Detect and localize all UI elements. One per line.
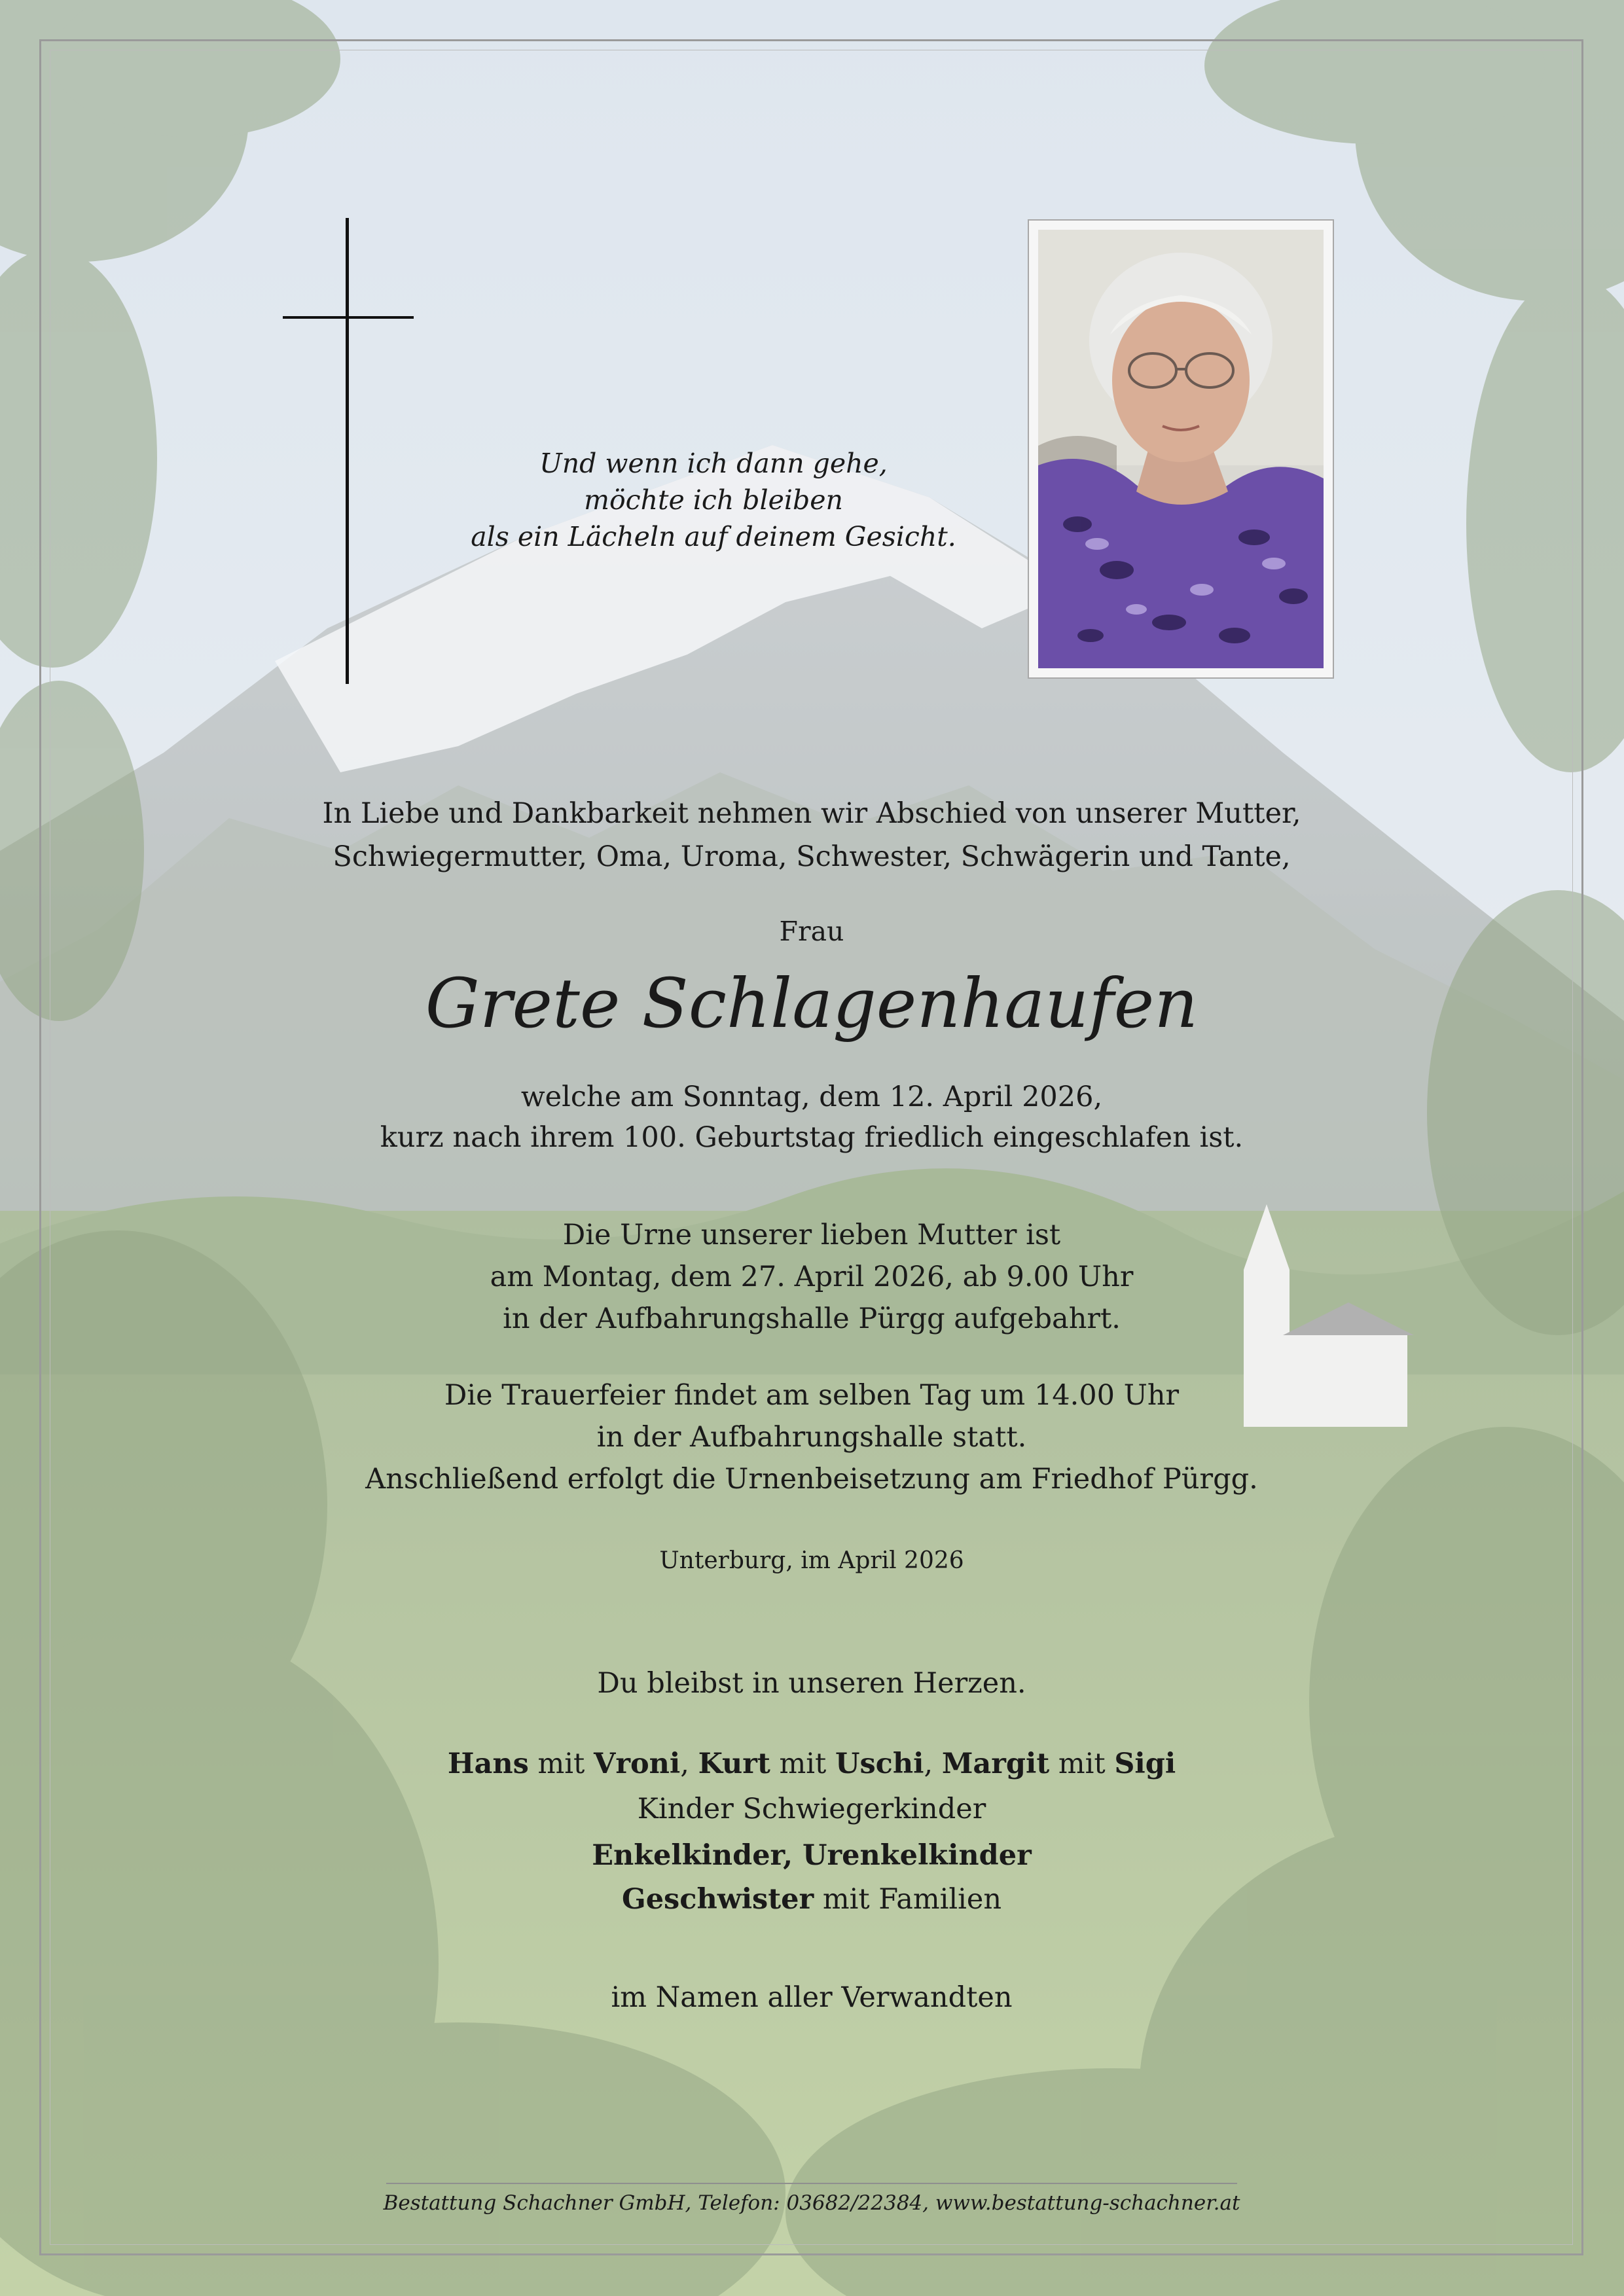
siblings (157, 1880, 1466, 1919)
urn-line: in der Aufbahrungshalle Pürgg aufgebahrt. (503, 1302, 1121, 1335)
portrait-photo (1038, 230, 1324, 668)
urn-viewing-notice (157, 1214, 1466, 1340)
funeral-home-footer: Bestattung Schachner GmbH, Telefon: 03682/22384, www.bestattung-schachner.at (383, 2191, 1240, 2215)
farewell-line: Du bleibst in unseren Herzen. (597, 1667, 1026, 1700)
quote-line: Und wenn ich dann gehe, (539, 448, 888, 479)
cross-icon-vertical (346, 218, 349, 684)
quote-line: als ein Lächeln auf deinem Gesicht. (471, 521, 956, 552)
separator: , (680, 1748, 689, 1780)
partner-name: Vroni (593, 1748, 681, 1780)
partner-name: Sigi (1114, 1748, 1176, 1780)
ceremony-line: Anschließend erfolgt die Urnenbeisetzung am Friedhof Pürgg. (365, 1463, 1258, 1496)
urn-line: am Montag, dem 27. April 2026, ab 9.00 Uhr (490, 1261, 1134, 1293)
child-name: Kurt (698, 1748, 770, 1780)
cross-icon-horizontal (283, 316, 414, 319)
with-word: mit (1058, 1748, 1106, 1780)
death-line: welche am Sonntag, dem 12. April 2026, (520, 1081, 1103, 1113)
quote-line: möchte ich bleiben (584, 484, 843, 516)
child-name: Margit (941, 1748, 1050, 1780)
intro-line: Schwiegermutter, Oma, Uroma, Schwester, Schwägerin und Tante, (333, 840, 1291, 873)
place-date: Unterburg, im April 2026 (659, 1547, 964, 1574)
ceremony-notice (157, 1374, 1466, 1500)
children-caption: Kinder Schwiegerkinder (637, 1793, 986, 1825)
grandchildren (157, 1836, 1466, 1875)
separator: , (924, 1748, 933, 1780)
ceremony-line: in der Aufbahrungshalle statt. (596, 1421, 1027, 1454)
with-word: mit (779, 1748, 827, 1780)
death-notice (157, 1077, 1466, 1158)
intro-text (157, 792, 1466, 878)
children-names (157, 1744, 1466, 1784)
grandchildren-label: Enkelkinder, Urenkelkinder (592, 1839, 1032, 1872)
death-line: kurz nach ihrem 100. Geburtstag friedlich eingeschlafen ist. (380, 1121, 1244, 1154)
partner-name: Uschi (835, 1748, 924, 1780)
footer-divider (386, 2183, 1237, 2184)
portrait-frame (1028, 219, 1334, 679)
memorial-quote (419, 445, 1008, 555)
ceremony-line: Die Trauerfeier findet am selben Tag um 14.00 Uhr (444, 1379, 1180, 1412)
with-word: mit (537, 1748, 585, 1780)
siblings-suffix: mit Familien (822, 1883, 1002, 1916)
child-name: Hans (447, 1748, 529, 1780)
deceased-name: Grete Schlagenhaufen (425, 963, 1199, 1043)
intro-line: In Liebe und Dankbarkeit nehmen wir Abschied von unserer Mutter, (322, 797, 1301, 830)
siblings-label: Geschwister (621, 1883, 814, 1916)
salutation: Frau (779, 916, 844, 947)
on-behalf-line: im Namen aller Verwandten (611, 1981, 1013, 2014)
urn-line: Die Urne unserer lieben Mutter ist (562, 1219, 1061, 1251)
